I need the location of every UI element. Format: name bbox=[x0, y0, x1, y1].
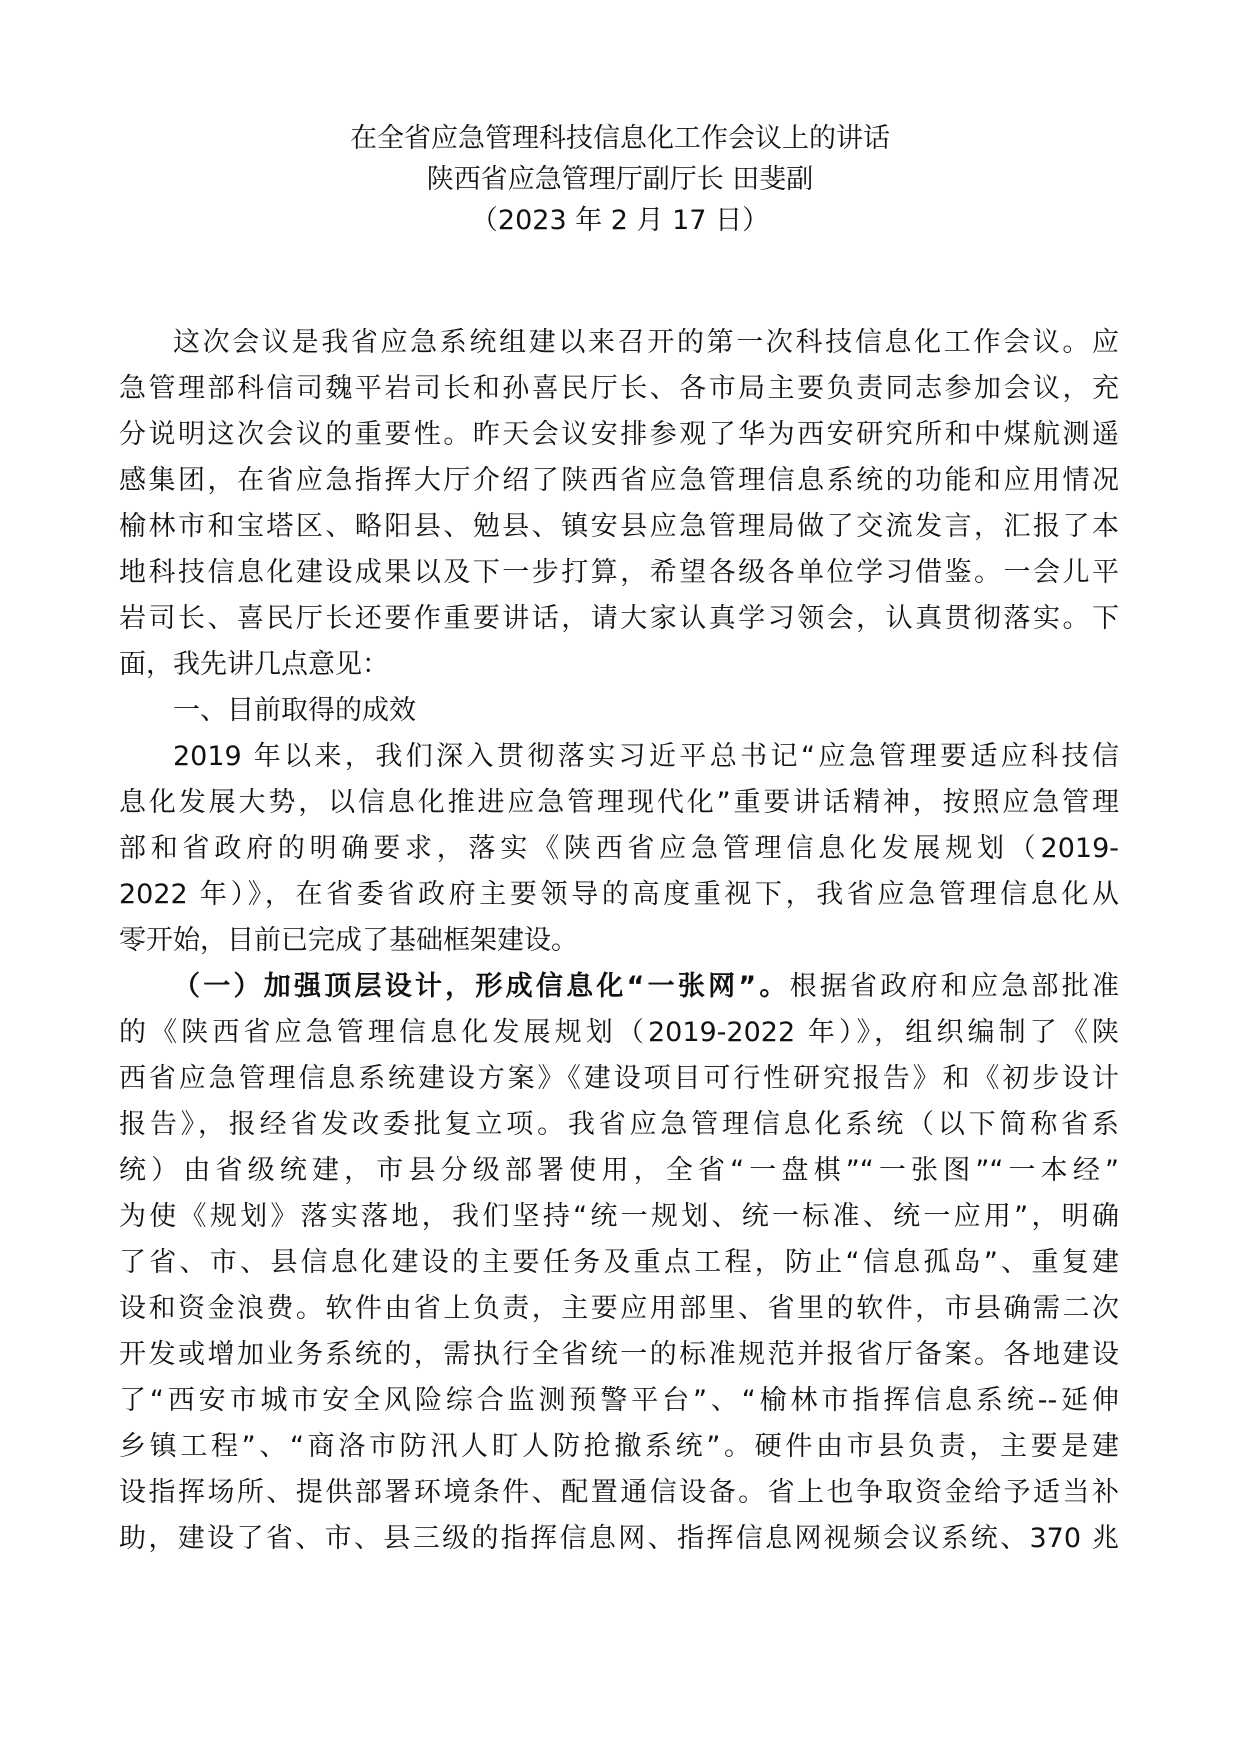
text-line: 面，我先讲几点意见： bbox=[119, 649, 389, 680]
text-line: 分说明这次会议的重要性。昨天会议安排参观了华为西安研究所和中煤航测遥 bbox=[119, 419, 1119, 450]
text-line: 2019 年以来，我们深入贯彻落实习近平总书记“应急管理要适应科技信 bbox=[173, 741, 1119, 772]
speech-body bbox=[119, 320, 1119, 1562]
text-line: 统）由省级统建，市县分级部署使用，全省“一盘棋”“一张图”“一本经” bbox=[119, 1155, 1119, 1186]
text-line: 开发或增加业务系统的，需执行全省统一的标准规范并报省厅备案。各地建设 bbox=[119, 1339, 1119, 1370]
text-line: 榆林市和宝塔区、略阳县、勉县、镇安县应急管理局做了交流发言，汇报了本 bbox=[119, 511, 1119, 542]
text-run: 根据省政府和应急部批准 bbox=[789, 971, 1119, 1002]
text-line: 感集团，在省应急指挥大厅介绍了陕西省应急管理信息系统的功能和应用情况 bbox=[119, 465, 1119, 496]
text-line bbox=[119, 964, 1119, 1010]
text-line: 的《陕西省应急管理信息化发展规划（2019-2022 年）》，组织编制了《陕 bbox=[119, 1017, 1119, 1048]
text-line: 部和省政府的明确要求，落实《陕西省应急管理信息化发展规划（2019- bbox=[119, 833, 1119, 864]
text-line: 乡镇工程”、“商洛市防汛人盯人防抢撤系统”。硬件由市县负责，主要是建 bbox=[119, 1431, 1119, 1462]
text-line: 助，建设了省、市、县三级的指挥信息网、指挥信息网视频会议系统、370 兆 bbox=[119, 1523, 1119, 1554]
document-title: 在全省应急管理科技信息化工作会议上的讲话 bbox=[350, 123, 890, 154]
text-line: 岩司长、喜民厅长还要作重要讲话，请大家认真学习领会，认真贯彻落实。下 bbox=[119, 603, 1119, 634]
text-line: 这次会议是我省应急系统组建以来召开的第一次科技信息化工作会议。应 bbox=[173, 327, 1119, 358]
subsection-heading: （一）加强顶层设计，形成信息化“一张网”。 bbox=[173, 971, 790, 1002]
text-line: 息化发展大势，以信息化推进应急管理现代化”重要讲话精神，按照应急管理 bbox=[119, 787, 1119, 818]
speaker-line: 陕西省应急管理厅副厅长 田斐副 bbox=[426, 164, 814, 195]
text-line: 为使《规划》落实落地，我们坚持“统一规划、统一标准、统一应用”，明确 bbox=[119, 1201, 1119, 1232]
text-line: 设指挥场所、提供部署环境条件、配置通信设备。省上也争取资金给予适当补 bbox=[119, 1477, 1119, 1508]
text-line: 了“西安市城市安全风险综合监测预警平台”、“榆林市指挥信息系统--延伸 bbox=[119, 1385, 1119, 1416]
text-line: 西省应急管理信息系统建设方案》《建设项目可行性研究报告》和《初步设计 bbox=[119, 1063, 1119, 1094]
speech-date: （2023 年 2 月 17 日） bbox=[470, 205, 770, 236]
text-line: 设和资金浪费。软件由省上负责，主要应用部里、省里的软件，市县确需二次 bbox=[119, 1293, 1119, 1324]
section-heading: 一、目前取得的成效 bbox=[173, 695, 416, 726]
text-line: 了省、市、县信息化建设的主要任务及重点工程，防止“信息孤岛”、重复建 bbox=[119, 1247, 1119, 1278]
document-header bbox=[0, 120, 1240, 243]
text-line: 地科技信息化建设成果以及下一步打算，希望各级各单位学习借鉴。一会儿平 bbox=[119, 557, 1119, 588]
text-line: 报告》，报经省发改委批复立项。我省应急管理信息化系统（以下简称省系 bbox=[119, 1109, 1119, 1140]
text-line: 零开始，目前已完成了基础框架建设。 bbox=[119, 925, 578, 956]
text-line: 急管理部科信司魏平岩司长和孙喜民厅长、各市局主要负责同志参加会议，充 bbox=[119, 373, 1119, 404]
text-line: 2022 年）》，在省委省政府主要领导的高度重视下，我省应急管理信息化从 bbox=[119, 879, 1119, 910]
